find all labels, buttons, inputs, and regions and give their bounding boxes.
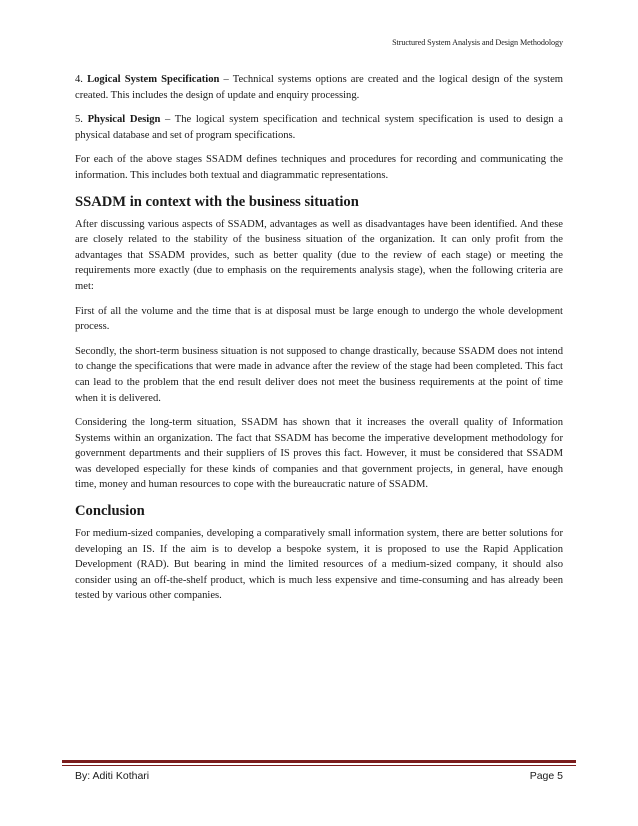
section-heading-conclusion: Conclusion: [75, 503, 145, 520]
paragraph: For medium-sized companies, developing a comparatively small information system, there are better solutions for developing an IS. If the aim is to develop a bespoke system, it is proposed to use the Rapid Application Development (RAD). But bearing in mind the limited resources of a medium-sized company, it should also consider using an off-the-shelf product, which is much less expensive and time-consuming and has already been tested by various other companies.: [75, 528, 563, 602]
footer-page-number: Page 5: [529, 770, 563, 782]
footer-rule: [62, 760, 576, 763]
paragraph: Considering the long-term situation, SSADM has shown that it increases the overall quality of Information Systems within an organization. The fact that SSADM has become the imperative development methodology for government departments and their suppliers of IS proves this fact. However, it must be considered that SSADM was developed especially for these kinds of companies and that government projects, in general, have enough time, money and human resources to cope with the bureaucratic nature of SSADM.: [75, 417, 563, 491]
footer-author: By: Aditi Kothari: [75, 770, 150, 782]
list-item-physical-design: [75, 112, 563, 143]
paragraph: Secondly, the short-term business situation is not supposed to change drastically, because SSADM does not intend to change the specifications that were made in advance after the review of the stage had been completed. This fact can lead to the problem that the end result deliver does not meet the business requirements at the point of time when it is delivered.: [75, 345, 563, 404]
running-header: Structured System Analysis and Design Methodology: [392, 38, 563, 47]
document-body: [75, 72, 563, 613]
item-text: – Technical systems options are created and the logical design of the system created. This includes the design of update and enquiry processing.: [75, 74, 564, 101]
paragraph: First of all the volume and the time that is at disposal must be large enough to undergo the whole development process.: [75, 305, 563, 333]
item-term: Logical System Specification: [87, 74, 220, 85]
item-number: 4.: [75, 74, 83, 85]
paragraph: After discussing various aspects of SSADM, advantages as well as disadvantages have been identified. And these are closely related to the stability of the business situation of the organization. It can only profit from the advantages that SSADM provides, such as better quality (due to the review of each stage) or meeting the requirements more exactly (due to emphasis on the requirements analysis stage), when the following criteria are met:: [75, 218, 563, 292]
section-heading-business-situation: SSADM in context with the business situation: [75, 193, 359, 210]
list-item-logical-system-specification: [75, 72, 563, 103]
item-term: Physical Design: [87, 114, 161, 126]
intro-paragraph: For each of the above stages SSADM defines techniques and procedures for recording and communicating the information. This includes both textual and diagrammatic representations.: [75, 154, 563, 181]
item-text: – The logical system specification and technical system specification is used to design a physical database and set of program specifications.: [75, 114, 563, 141]
item-number: 5.: [75, 114, 83, 126]
footer-rule-thin: [62, 765, 576, 766]
